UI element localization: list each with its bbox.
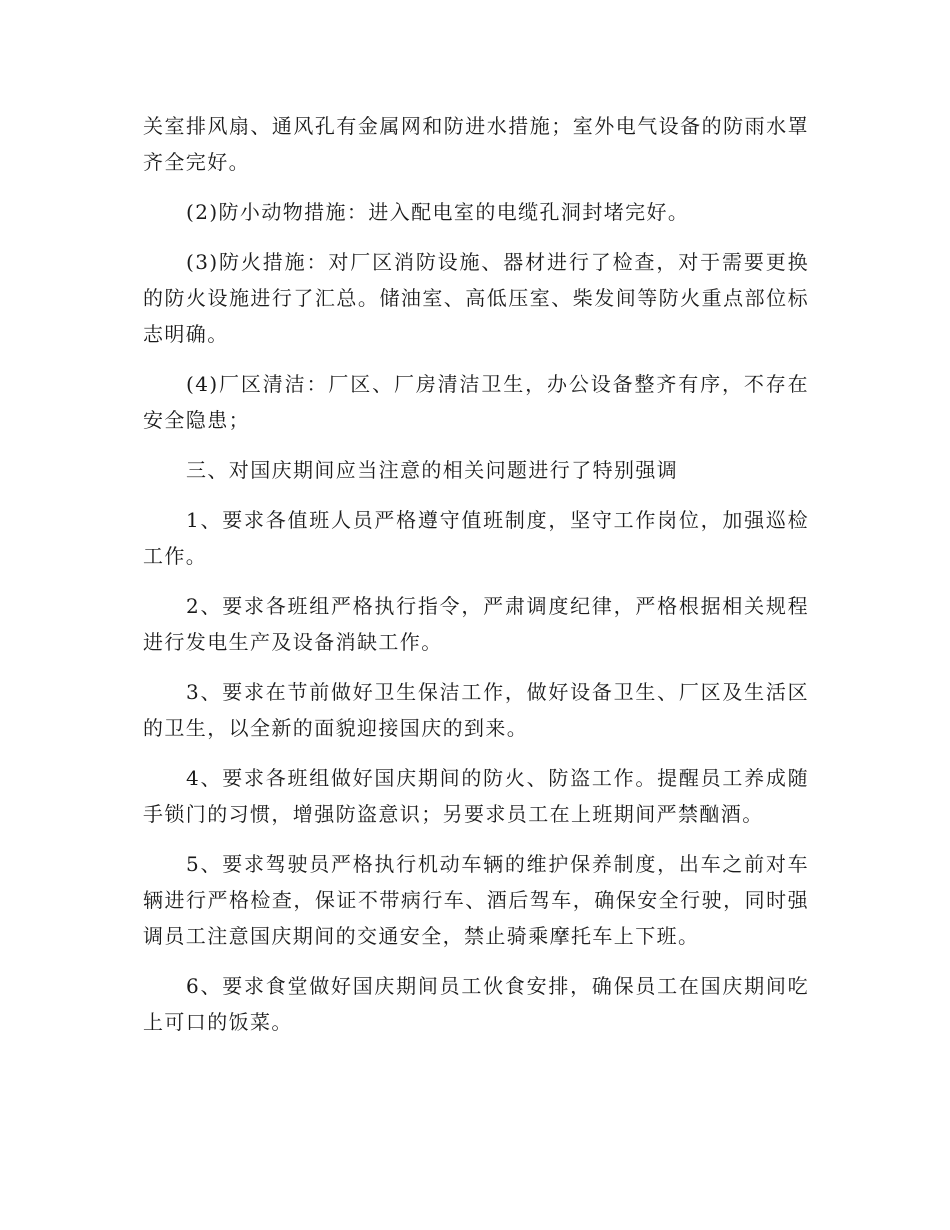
paragraph-continued: 关室排风扇、通风孔有金属网和防进水措施；室外电气设备的防雨水罩齐全完好。	[143, 114, 809, 174]
section-heading-3: 三、对国庆期间应当注意的相关问题进行了特别强调	[186, 458, 679, 482]
list-item-4: 4、要求各班组做好国庆期间的防火、防盗工作。提醒员工养成随手锁门的习惯，增强防盗意识；另要求员工在上班期间严禁酗酒。	[143, 766, 809, 826]
list-item-6: 6、要求食堂做好国庆期间员工伙食安排，确保员工在国庆期间吃上可口的饭菜。	[143, 974, 809, 1034]
list-item-2: 2、要求各班组严格执行指令，严肃调度纪律，严格根据相关规程进行发电生产及设备消缺工作。	[143, 594, 809, 654]
paragraph-fire-prevention: (3)防火措施：对厂区消防设施、器材进行了检查，对于需要更换的防火设施进行了汇总。储油室、高低压室、柴发间等防火重点部位标志明确。	[143, 250, 809, 346]
document-page	[143, 108, 809, 1054]
paragraph-rodent-prevention: (2)防小动物措施：进入配电室的电缆孔洞封堵完好。	[186, 200, 690, 224]
paragraph-cleaning: (4)厂区清洁：厂区、厂房清洁卫生，办公设备整齐有序，不存在安全隐患；	[143, 372, 809, 432]
list-item-3: 3、要求在节前做好卫生保洁工作，做好设备卫生、厂区及生活区的卫生，以全新的面貌迎接国庆的到来。	[143, 680, 809, 740]
list-item-5: 5、要求驾驶员严格执行机动车辆的维护保养制度，出车之前对车辆进行严格检查，保证不带病行车、酒后驾车，确保安全行驶，同时强调员工注意国庆期间的交通安全，禁止骑乘摩托车上下班。	[143, 852, 809, 948]
list-item-1: 1、要求各值班人员严格遵守值班制度，坚守工作岗位，加强巡检工作。	[143, 508, 809, 568]
